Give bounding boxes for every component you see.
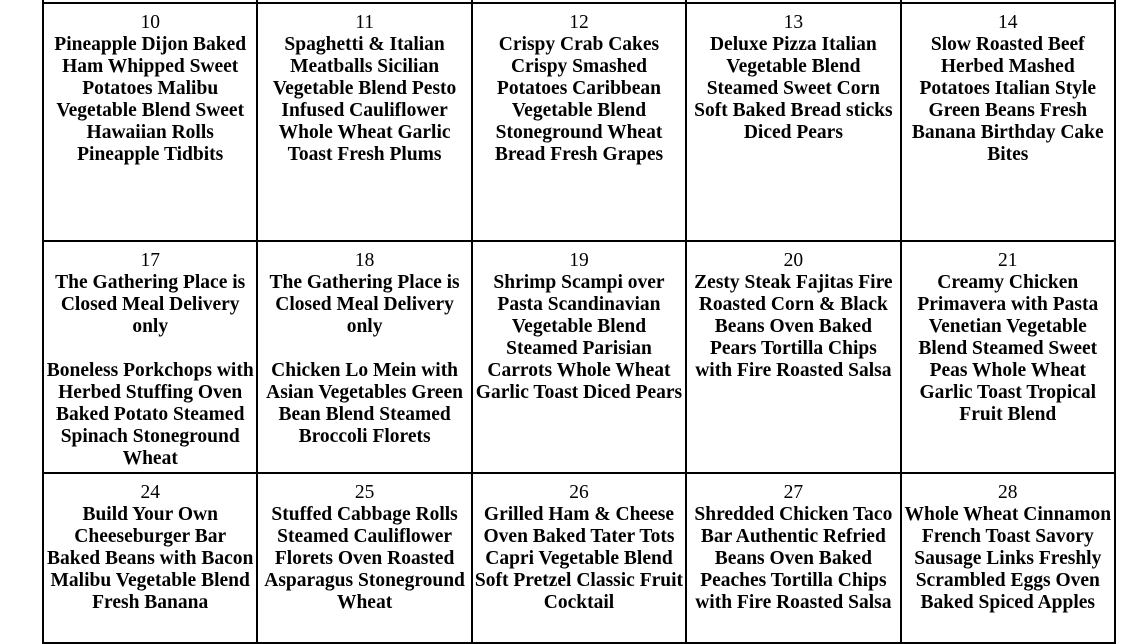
- meal-description: Boneless Porkchops with Herbed Stuffing Oven Baked Potato Steamed Spinach Stoneground Wheat: [46, 360, 254, 469]
- meal-description: Shredded Chicken Taco Bar Authentic Refried Beans Oven Baked Peaches Tortilla Chips with Fire Roasted Salsa: [694, 504, 893, 613]
- meal-description: Whole Wheat Cinnamon French Toast Savory Sausage Links Freshly Scrambled Eggs Oven Baked Spiced Apples: [904, 504, 1112, 613]
- meal-description: Spaghetti & Italian Meatballs Sicilian Vegetable Blend Pesto Infused Cauliflower Whole Wheat Garlic Toast Fresh Plums: [272, 34, 457, 165]
- day-number: 27: [783, 482, 804, 503]
- day-number: 13: [783, 12, 804, 33]
- day-number: 24: [140, 482, 160, 503]
- closure-notice: The Gathering Place is Closed Meal Delivery only: [55, 272, 246, 337]
- calendar-week-row: [43, 241, 1115, 473]
- meal-description: Slow Roasted Beef Herbed Mashed Potatoes Italian Style Green Beans Fresh Banana Birthday Cake Bites: [911, 34, 1104, 165]
- day-number: 18: [354, 250, 375, 271]
- day-number: 28: [998, 482, 1018, 503]
- day-number: 25: [354, 482, 375, 503]
- day-cell: [257, 241, 471, 473]
- meal-description: Stuffed Cabbage Rolls Steamed Cauliflower Florets Oven Roasted Asparagus Stoneground Wheat: [264, 504, 465, 613]
- day-cell: [43, 473, 257, 643]
- day-number: 10: [140, 12, 160, 33]
- meal-description: Pineapple Dijon Baked Ham Whipped Sweet Potatoes Malibu Vegetable Blend Sweet Hawaiian Rolls Pineapple Tidbits: [54, 34, 247, 165]
- meal-description: Crispy Crab Cakes Crispy Smashed Potatoes Caribbean Vegetable Blend Stoneground Wheat Bread Fresh Grapes: [494, 34, 664, 165]
- meal-description: Build Your Own Cheeseburger Bar Baked Beans with Bacon Malibu Vegetable Blend Fresh Banana: [46, 504, 254, 613]
- day-number: 17: [140, 250, 160, 271]
- day-cell: [686, 3, 900, 241]
- day-cell: [472, 473, 686, 643]
- calendar-week-row: [43, 3, 1115, 241]
- day-cell: [43, 241, 257, 473]
- day-cell: [901, 3, 1115, 241]
- day-cell: [257, 473, 471, 643]
- day-cell: [686, 241, 900, 473]
- day-cell: [901, 241, 1115, 473]
- meal-description: Zesty Steak Fajitas Fire Roasted Corn & Black Beans Oven Baked Pears Tortilla Chips with Fire Roasted Salsa: [694, 272, 893, 381]
- day-number: 11: [355, 12, 374, 33]
- day-cell: [686, 473, 900, 643]
- day-cell: [257, 3, 471, 241]
- day-number: 20: [783, 250, 804, 271]
- spacer: [260, 338, 468, 360]
- meal-description: Chicken Lo Mein with Asian Vegetables Green Bean Blend Steamed Broccoli Florets: [266, 360, 463, 447]
- day-cell: [901, 473, 1115, 643]
- calendar-week-row: [43, 473, 1115, 643]
- day-number: 12: [569, 12, 589, 33]
- day-cell: [43, 3, 257, 241]
- meal-description: Deluxe Pizza Italian Vegetable Blend Steamed Sweet Corn Soft Baked Bread sticks Diced Pears: [694, 34, 893, 143]
- day-number: 19: [569, 250, 589, 271]
- menu-calendar-table: [42, 0, 1116, 644]
- day-number: 21: [998, 250, 1018, 271]
- spacer: [46, 338, 254, 360]
- day-number: 26: [569, 482, 589, 503]
- day-cell: [472, 3, 686, 241]
- meal-description: Creamy Chicken Primavera with Pasta Venetian Vegetable Blend Steamed Sweet Peas Whole Wheat Garlic Toast Tropical Fruit Blend: [917, 272, 1099, 425]
- meal-description: Shrimp Scampi over Pasta Scandinavian Vegetable Blend Steamed Parisian Carrots Whole Wheat Garlic Toast Diced Pears: [475, 272, 683, 403]
- closure-notice: The Gathering Place is Closed Meal Delivery only: [269, 272, 460, 337]
- meal-description: Grilled Ham & Cheese Oven Baked Tater Tots Capri Vegetable Blend Soft Pretzel Classic Fruit Cocktail: [474, 504, 684, 613]
- day-number: 14: [998, 12, 1018, 33]
- day-cell: [472, 241, 686, 473]
